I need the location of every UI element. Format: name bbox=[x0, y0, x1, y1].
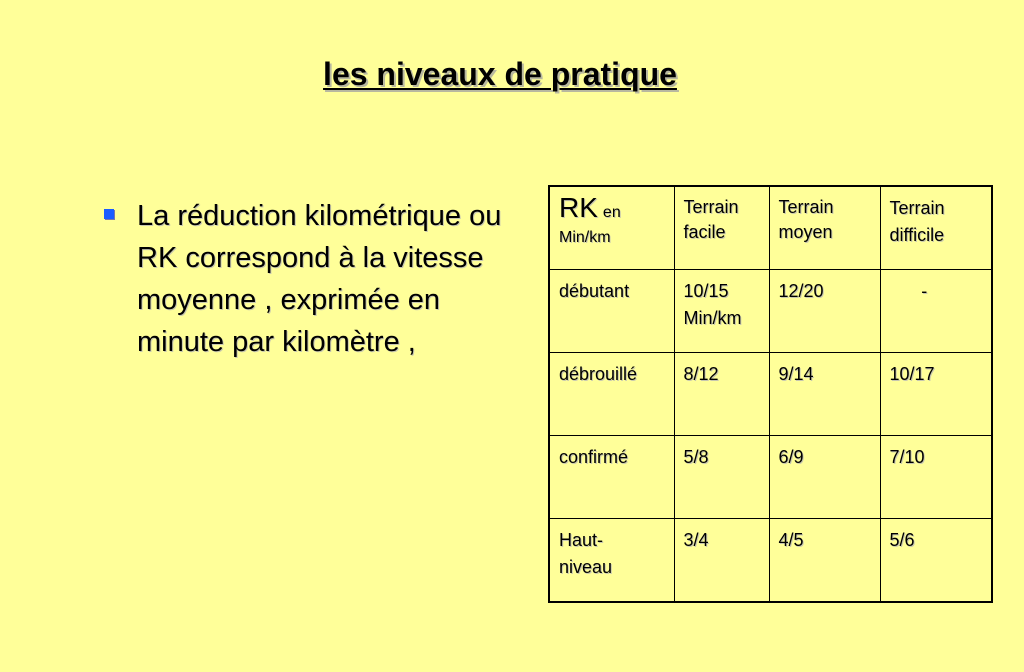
table-header-row bbox=[549, 186, 992, 270]
slide-title: les niveaux de pratique bbox=[323, 56, 677, 92]
header-cell-facile bbox=[674, 186, 769, 270]
level-line2: niveau bbox=[559, 557, 613, 577]
difficile-cell: 7/10 bbox=[880, 436, 992, 519]
rk-label: RK bbox=[559, 192, 598, 223]
square-bullet-icon bbox=[104, 209, 114, 219]
moyen-cell: 6/9 bbox=[769, 436, 880, 519]
level-line1: Haut- bbox=[559, 530, 604, 550]
header-cell-moyen bbox=[769, 186, 880, 270]
difficile-cell bbox=[880, 270, 992, 353]
header-difficile-line1: Terrain bbox=[889, 198, 945, 218]
facile-value: 10/15 bbox=[683, 281, 729, 301]
difficile-value: - bbox=[921, 281, 928, 301]
levels-table bbox=[548, 185, 993, 603]
moyen-cell: 12/20 bbox=[769, 270, 880, 353]
facile-cell: 5/8 bbox=[674, 436, 769, 519]
header-facile-line1: Terrain bbox=[683, 197, 739, 217]
header-difficile-line2: difficile bbox=[889, 225, 945, 245]
moyen-cell: 9/14 bbox=[769, 353, 880, 436]
facile-cell bbox=[674, 270, 769, 353]
table-row bbox=[549, 353, 992, 436]
bullet-list bbox=[104, 195, 524, 363]
facile-cell: 8/12 bbox=[674, 353, 769, 436]
header-moyen-line2: moyen bbox=[778, 222, 833, 242]
header-cell-difficile bbox=[880, 186, 992, 270]
table-row bbox=[549, 436, 992, 519]
header-facile-line2: facile bbox=[683, 222, 726, 242]
level-cell: confirmé bbox=[549, 436, 674, 519]
level-cell: débrouillé bbox=[549, 353, 674, 436]
facile-cell: 3/4 bbox=[674, 519, 769, 603]
level-cell bbox=[549, 519, 674, 603]
bullet-item bbox=[104, 195, 524, 363]
table-row bbox=[549, 519, 992, 603]
table-row bbox=[549, 270, 992, 353]
difficile-cell: 5/6 bbox=[880, 519, 992, 603]
difficile-cell: 10/17 bbox=[880, 353, 992, 436]
facile-unit: Min/km bbox=[683, 308, 742, 328]
rk-en-label: en bbox=[602, 204, 621, 221]
level-cell: débutant bbox=[549, 270, 674, 353]
header-moyen-line1: Terrain bbox=[778, 197, 834, 217]
bullet-text: La réduction kilométrique ou RK correspond à la vitesse moyenne , exprimée en minute par kilomètre , bbox=[137, 200, 502, 358]
rk-unit-label: Min/km bbox=[559, 229, 611, 246]
moyen-cell: 4/5 bbox=[769, 519, 880, 603]
header-cell-rk bbox=[549, 186, 674, 270]
